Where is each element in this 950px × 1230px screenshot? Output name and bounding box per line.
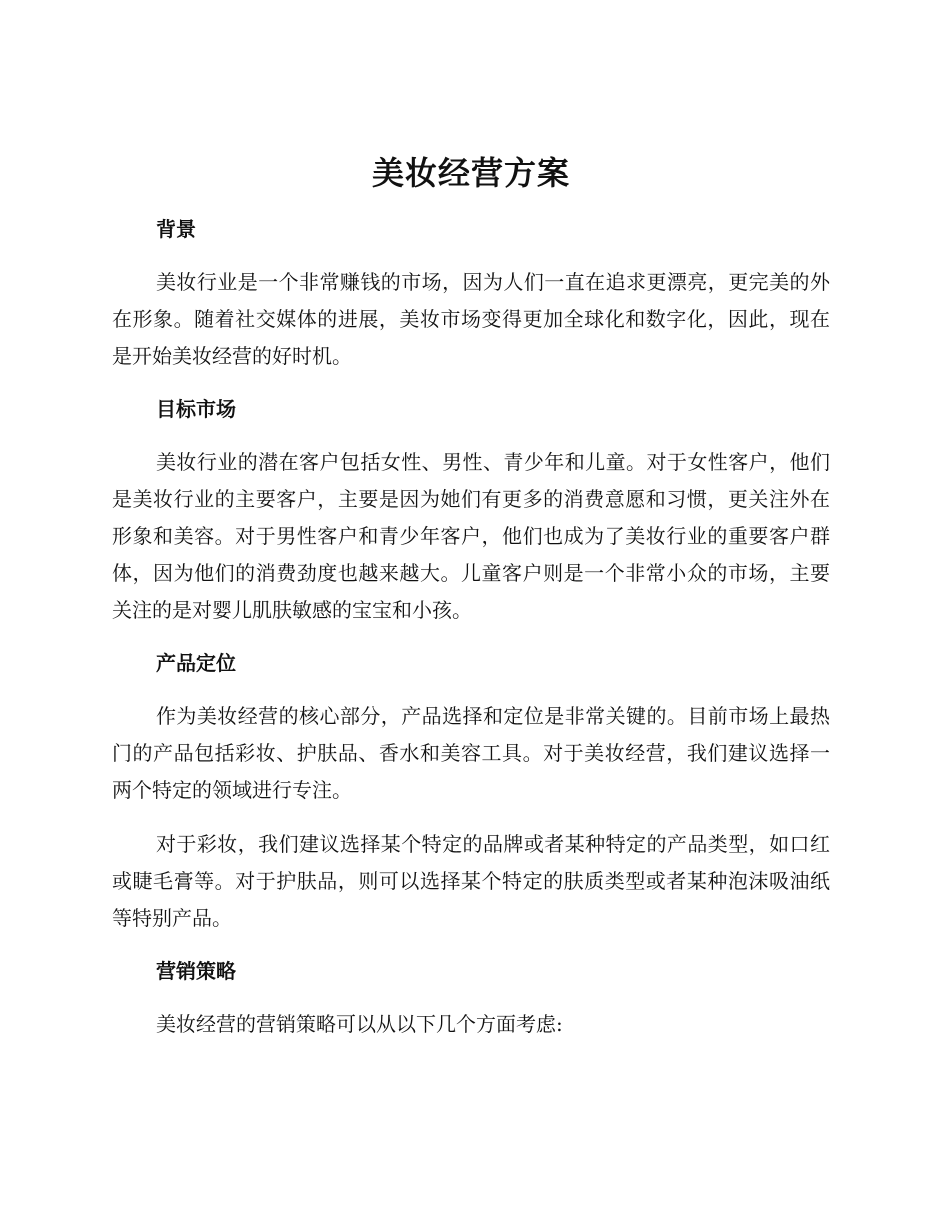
section-background xyxy=(112,212,830,375)
document-page xyxy=(112,148,830,1060)
paragraph: 美妆行业是一个非常赚钱的市场，因为人们一直在追求更漂亮，更完美的外在形象。随着社交媒体的进展，美妆市场变得更加全球化和数字化，因此，现在是开始美妆经营的好时机。 xyxy=(112,270,830,368)
document-title: 美妆经营方案 xyxy=(371,154,570,192)
section-product-positioning xyxy=(112,646,830,937)
section-marketing-strategy xyxy=(112,954,830,1043)
paragraph: 作为美妆经营的核心部分，产品选择和定位是非常关键的。目前市场上最热门的产品包括彩妆、护肤品、香水和美容工具。对于美妆经营，我们建议选择一两个特定的领域进行专注。 xyxy=(112,704,830,802)
section-heading: 目标市场 xyxy=(156,397,236,421)
paragraph: 美妆经营的营销策略可以从以下几个方面考虑: xyxy=(156,1012,563,1036)
section-heading: 产品定位 xyxy=(156,651,236,675)
section-heading: 背景 xyxy=(156,217,196,241)
section-target-market xyxy=(112,392,830,629)
paragraph: 对于彩妆，我们建议选择某个特定的品牌或者某种特定的产品类型，如口红或睫毛膏等。对于护肤品，则可以选择某个特定的肤质类型或者某种泡沫吸油纸等特别产品。 xyxy=(112,832,830,930)
paragraph: 美妆行业的潜在客户包括女性、男性、青少年和儿童。对于女性客户，他们是美妆行业的主要客户，主要是因为她们有更多的消费意愿和习惯，更关注外在形象和美容。对于男性客户和青少年客户，他们也成为了美妆行业的重要客户群体，因为他们的消费劲度也越来越大。儿童客户则是一个非常小众的市场，主要关注的是对婴儿肌肤敏感的宝宝和小孩。 xyxy=(112,450,830,622)
section-heading: 营销策略 xyxy=(156,959,236,983)
